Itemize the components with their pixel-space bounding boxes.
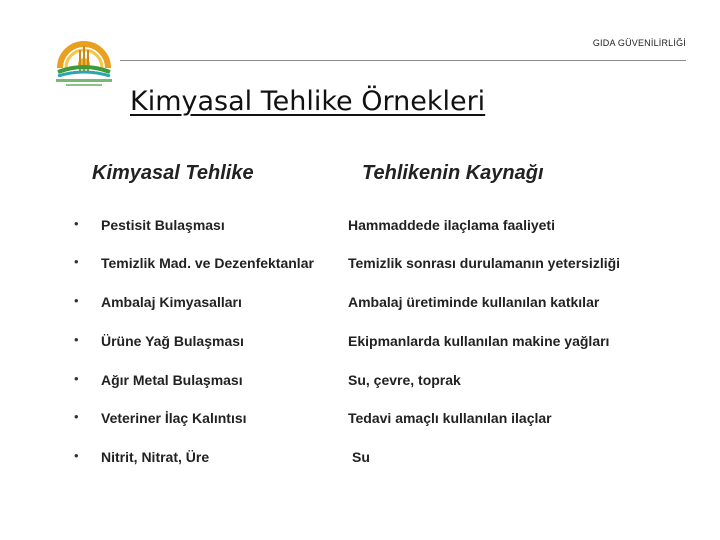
source-text: Su, çevre, toprak (348, 372, 461, 388)
column-header-hazard: Kimyasal Tehlike (92, 162, 254, 184)
hazard-text: Ambalaj Kimyasalları (101, 294, 242, 310)
header-divider (120, 60, 686, 61)
source-text: Hammaddede ilaçlama faaliyeti (348, 217, 555, 233)
hazard-text: Pestisit Bulaşması (101, 217, 225, 233)
list-item (0, 406, 720, 436)
bullet: • (74, 448, 79, 463)
hazard-text: Ürüne Yağ Bulaşması (101, 333, 244, 349)
wheat-sun-logo-icon (50, 28, 118, 90)
source-text: Ekipmanlarda kullanılan makine yağları (348, 333, 610, 349)
hazard-text: Veteriner İlaç Kalıntısı (101, 410, 247, 426)
source-text: Temizlik sonrası durulamanın yetersizliği (348, 255, 621, 271)
list-item (0, 329, 720, 359)
list-item (0, 251, 720, 281)
bullet: • (74, 216, 79, 231)
list-item (0, 290, 720, 320)
list-item (0, 445, 720, 475)
bullet: • (74, 371, 79, 386)
bullet: • (74, 332, 79, 347)
slide-title: Kimyasal Tehlike Örnekleri (130, 86, 486, 117)
bullet: • (74, 293, 79, 308)
hazard-text: Ağır Metal Bulaşması (101, 372, 243, 388)
hazard-text: Temizlik Mad. ve Dezenfektanlar (101, 255, 314, 271)
list-item (0, 213, 720, 243)
source-text: Tedavi amaçlı kullanılan ilaçlar (348, 410, 552, 426)
hazard-text: Nitrit, Nitrat, Üre (101, 449, 210, 465)
header-label: GIDA GÜVENİLİRLİĞİ (592, 38, 686, 48)
source-text: Ambalaj üretiminde kullanılan katkılar (348, 294, 600, 310)
bullet: • (74, 254, 79, 269)
source-text: Su (352, 449, 370, 465)
column-header-source: Tehlikenin Kaynağı (362, 162, 544, 184)
list-item (0, 368, 720, 398)
bullet: • (74, 409, 79, 424)
